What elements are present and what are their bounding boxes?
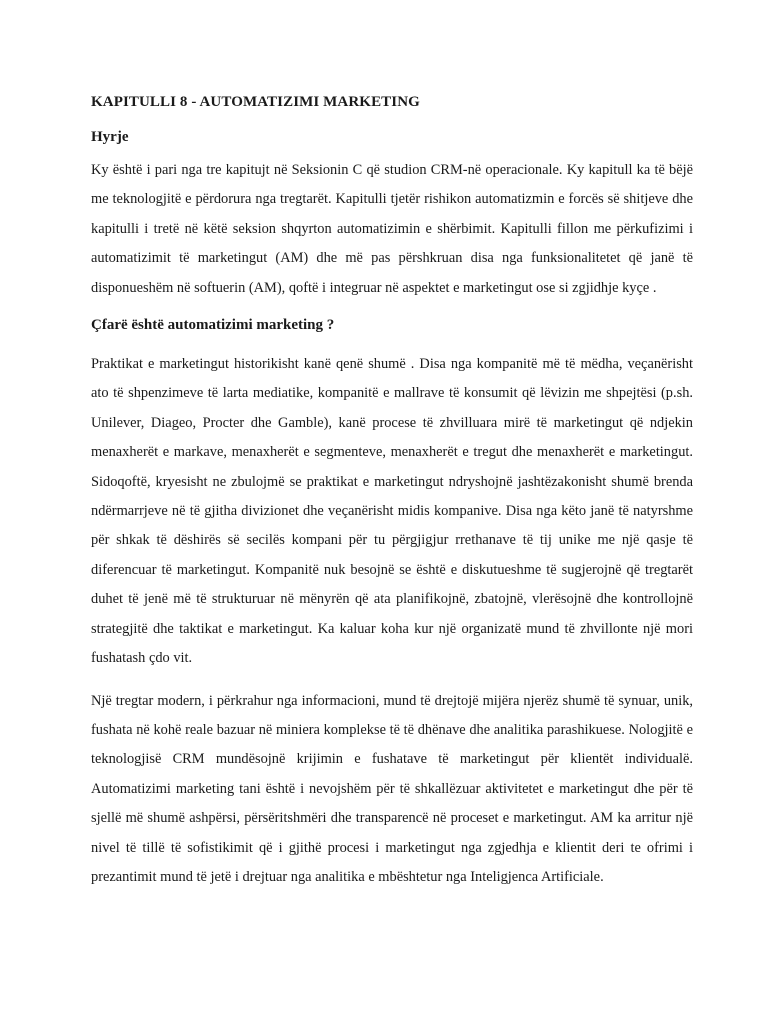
intro-heading: Hyrje xyxy=(91,129,129,145)
question-heading: Çfarë është automatizimi marketing ? xyxy=(91,317,335,334)
paragraph-2: Praktikat e marketingut historikisht kanë qenë shumë . Disa nga kompanitë më të mëdha, veçanërisht ato të shpenzimeve të larta mediatike, kompanitë e mallrave të konsumit që lëvizin me shpejtësi (p.sh. Unilever, Diageo, Procter dhe Gamble), kanë procese të zhvilluara mirë të marketingut që ndjekin menaxherët e markave, menaxherët e segmenteve, menaxherët e tregut dhe menaxherët e marketingut. Sidoqoftë, kryesisht ne zbulojmë se praktikat e marketingut ndryshojnë jashtëzakonisht shumë brenda ndërmarrjeve në të gjitha divizionet dhe veçanërisht midis kompanive. Disa nga këto janë të natyrshme për shkak të dëshirës së secilës kompani për tu përgjigjur rrethanave të tij unike me një qasje të diferencuar të marketingut. Kompanitë nuk besojnë se është e diskutueshme të sugjerojnë që tregtarët duhet të jenë më të strukturuar në mënyrën që ata planifikojnë, zbatojnë, vlerësojnë dhe kontrollojnë strategjitë dhe taktikat e marketingut. Ka kaluar koha kur një organizatë mund të zhvillonte një mori fushatash çdo vit. xyxy=(91,356,693,667)
chapter-title: KAPITULLI 8 - AUTOMATIZIMI MARKETING xyxy=(91,94,420,110)
intro-paragraph: Ky është i pari nga tre kapitujt në Seksionin C që studion CRM-në operacionale. Ky kapitull ka të bëjë me teknologjitë e përdorura nga tregtarët. Kapitulli tjetër rishikon automatizmin e forcës së shitjeve dhe kapitulli i tretë në këtë seksion shqyrton automatizimin e shërbimit. Kapitulli fillon me përkufizimi i automatizimit të marketingut (AM) dhe më pas përshkruan disa nga funksionalitetet që janë të disponueshëm në softuerin (AM), qoftë i integruar në aspektet e marketingut ose si zgjidhje kyçe . xyxy=(91,162,693,296)
paragraph-3: Një tregtar modern, i përkrahur nga informacioni, mund të drejtojë mijëra njerëz shumë të synuar, unik, fushata në kohë reale bazuar në miniera komplekse të të dhënave dhe analitika parashikuese. Nologjitë e teknologjisë CRM mundësojnë krijimin e fushatave të marketingut për klientët individualë. Automatizimi marketing tani është i nevojshëm për të shkallëzuar aktivitetet e marketingut dhe për të sjellë më shumë ashpërsi, përsëritshmëri dhe transparencë në proceset e marketingut. AM ka arritur një nivel të tillë të sofistikimit që i gjithë procesi i marketingut nga zgjedhja e klientit deri te ofrimi i prezantimit mund të jetë i drejtuar nga analitika e mbështetur nga Inteligjenca Artificiale. xyxy=(91,692,693,885)
document-page xyxy=(91,92,693,892)
